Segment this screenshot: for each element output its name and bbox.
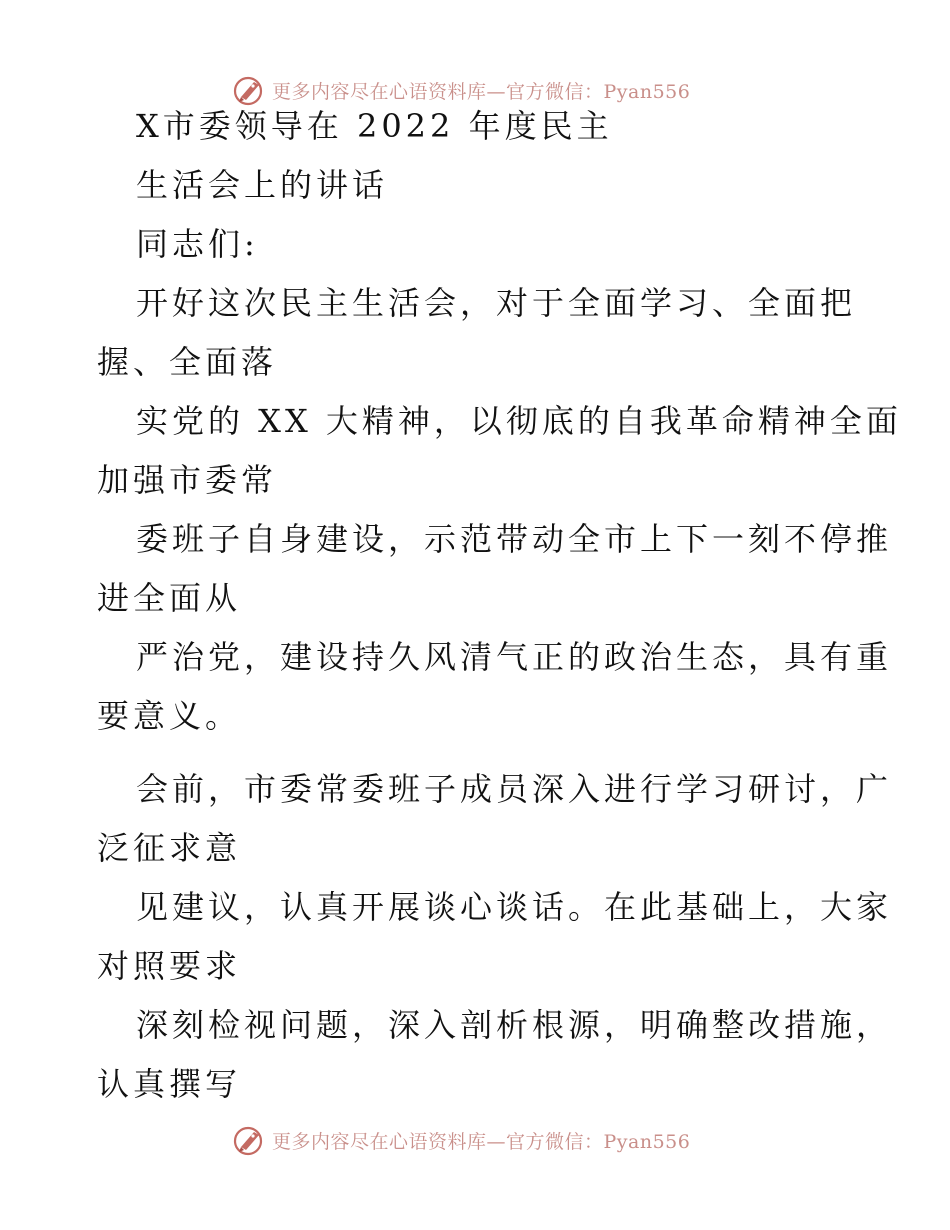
header-watermark-text: 更多内容尽在心语资料库—官方微信：Pyan556 (272, 80, 691, 103)
paragraph-line: 开好这次民主生活会，对于全面学习、全面把 (136, 284, 857, 322)
document-title-line-2: 生活会上的讲话 (136, 166, 389, 204)
pen-nib-logo-icon (232, 73, 266, 107)
footer-watermark-banner (232, 1120, 690, 1160)
paragraph-line: 泛征求意 (97, 829, 242, 867)
document-title-line-1: X市委领导在 2022 年度民主 (136, 107, 613, 145)
paragraph-line: 实党的 XX 大精神，以彻底的自我革命精神全面 (136, 402, 902, 440)
paragraph-line: 委班子自身建设，示范带动全市上下一刻不停推 (136, 520, 893, 558)
paragraph-line: 握、全面落 (97, 343, 278, 381)
header-watermark-banner (232, 70, 690, 110)
paragraph-line: 认真撰写 (97, 1065, 242, 1103)
paragraph-line: 见建议，认真开展谈心谈话。在此基础上，大家 (136, 888, 893, 926)
footer-watermark-text: 更多内容尽在心语资料库—官方微信：Pyan556 (272, 1130, 691, 1153)
paragraph-line: 进全面从 (97, 579, 242, 617)
paragraph-line: 深刻检视问题，深入剖析根源，明确整改措施， (136, 1006, 893, 1044)
paragraph-line: 要意义。 (97, 697, 242, 735)
pen-nib-logo-icon (232, 1123, 266, 1157)
paragraph-line: 会前，市委常委班子成员深入进行学习研讨，广 (136, 770, 893, 808)
salutation: 同志们: (136, 225, 259, 263)
paragraph-line: 加强市委常 (97, 461, 278, 499)
paragraph-line: 对照要求 (97, 947, 242, 985)
paragraph-line: 严治党，建设持久风清气正的政治生态，具有重 (136, 638, 893, 676)
